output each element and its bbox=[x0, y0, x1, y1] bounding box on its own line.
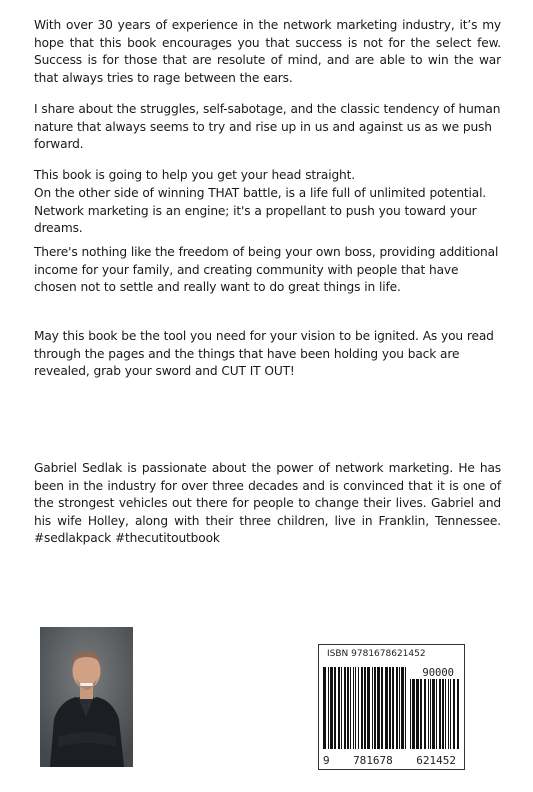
addon-barcode-bars bbox=[410, 679, 460, 749]
ean-barcode-bars bbox=[323, 667, 408, 749]
barcode-bar bbox=[364, 667, 366, 749]
barcode-bar bbox=[334, 667, 336, 749]
barcode-bar bbox=[361, 667, 363, 749]
struggles-paragraph: I share about the struggles, self-sabotage, and the classic tendency of human nature that always seems to try and rise up in us and against us as we push forward. bbox=[34, 102, 501, 152]
barcode-bar bbox=[358, 667, 359, 749]
barcode-bar bbox=[420, 679, 422, 749]
barcode-bar bbox=[328, 667, 329, 749]
barcode-bar bbox=[399, 667, 400, 749]
barcode-digits-group2: 621452 bbox=[416, 754, 456, 767]
barcode-bar bbox=[392, 667, 394, 749]
barcode-bar bbox=[436, 679, 437, 749]
barcode-bar bbox=[432, 679, 435, 749]
isbn-label: ISBN 9781678621452 bbox=[327, 649, 426, 659]
barcode-bar bbox=[353, 667, 354, 749]
addon-code: 90000 bbox=[422, 667, 454, 679]
barcode-bar bbox=[389, 667, 391, 749]
barcode-bar bbox=[372, 667, 373, 749]
author-bio: Gabriel Sedlak is passionate about the power of network marketing. He has been in the industry for over three decades and is convinced that it is one of the strongest vehicles out there for people to change their lives. Gabriel and his wife Holley, along with their three children, live in Franklin, Tennessee. #sedlakpack #thecutitoutbook bbox=[34, 461, 501, 546]
barcode-bar bbox=[396, 667, 398, 749]
barcode-bar bbox=[367, 667, 370, 749]
author-photo bbox=[40, 627, 133, 767]
barcode-bar bbox=[385, 667, 388, 749]
head-straight-line: This book is going to help you get your head straight. bbox=[34, 168, 355, 182]
barcode-bar bbox=[457, 679, 459, 749]
barcode-bar bbox=[428, 679, 429, 749]
barcode-bar bbox=[448, 679, 449, 749]
barcode-bar bbox=[445, 679, 446, 749]
potential-paragraph: On the other side of winning THAT battle, is a life full of unlimited potential. Network marketing is an engine; it's a propellant to push you toward your dreams. bbox=[34, 186, 487, 236]
barcode-bar bbox=[401, 667, 404, 749]
barcode-bar bbox=[355, 667, 356, 749]
barcode-bar bbox=[374, 667, 376, 749]
barcode-bar bbox=[344, 667, 346, 749]
barcode-bar bbox=[330, 667, 333, 749]
barcode-bar bbox=[341, 667, 342, 749]
isbn-barcode bbox=[318, 644, 465, 770]
barcode-bar bbox=[439, 679, 441, 749]
barcode-bar bbox=[450, 679, 451, 749]
barcode-digits bbox=[323, 754, 462, 767]
intro-paragraph: With over 30 years of experience in the network marketing industry, it’s my hope that this book encourages you that success is not for the select few. Success is for those that are resolute of mind, and are able to win the war that always tries to rage between the ears. bbox=[34, 18, 501, 85]
barcode-bar bbox=[323, 667, 326, 749]
barcode-digits-group1: 781678 bbox=[353, 754, 393, 767]
barcode-bar bbox=[416, 679, 419, 749]
barcode-digit-first: 9 bbox=[323, 754, 330, 767]
barcode-bar bbox=[350, 667, 351, 749]
barcode-bar bbox=[377, 667, 380, 749]
barcode-bar bbox=[338, 667, 340, 749]
barcode-bar bbox=[442, 679, 444, 749]
barcode-bar bbox=[430, 679, 431, 749]
barcode-bar bbox=[412, 679, 415, 749]
barcode-bar bbox=[381, 667, 383, 749]
freedom-paragraph: There's nothing like the freedom of being your own boss, providing additional income for your family, and creating community with people that have chosen not to settle and really want to do great things in life. bbox=[34, 245, 499, 295]
vision-paragraph: May this book be the tool you need for your vision to be ignited. As you read through the pages and the things that have been holding you back are revealed, grab your sword and CUT IT OUT! bbox=[34, 329, 494, 379]
barcode-bar bbox=[347, 667, 349, 749]
barcode-bar bbox=[410, 679, 411, 749]
barcode-bar bbox=[405, 667, 406, 749]
barcode-bar bbox=[424, 679, 426, 749]
barcode-bar bbox=[453, 679, 455, 749]
